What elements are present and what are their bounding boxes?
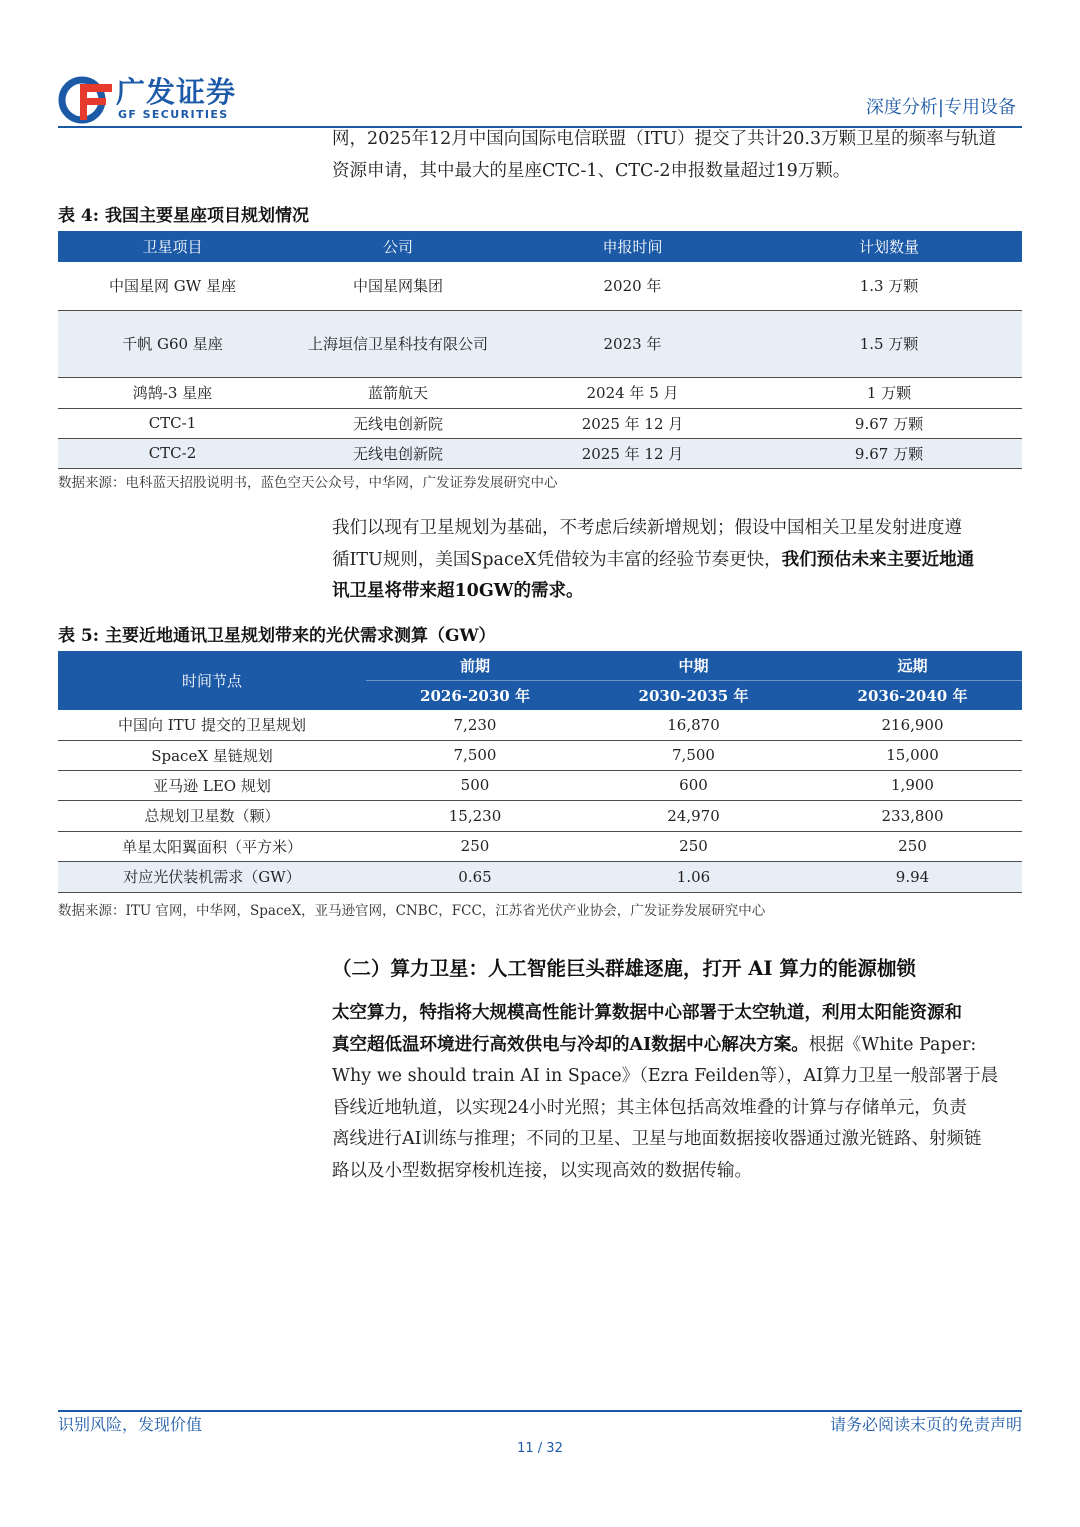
table-cell: 24,970 [584, 800, 803, 831]
table-cell: 1.06 [584, 861, 803, 892]
table-5-group-late: 远期 [803, 651, 1022, 681]
table-cell: 2025 年 12 月 [509, 408, 756, 438]
table-cell: 1 万颗 [756, 377, 1022, 408]
gf-securities-logo [58, 74, 288, 126]
table-cell: 250 [803, 831, 1022, 861]
table-cell: 蓝箭航天 [287, 377, 509, 408]
table-5-period-3: 2036-2040 年 [803, 681, 1022, 711]
table-row [58, 800, 1022, 831]
final-line-3: Why we should train AI in Space》（Ezra Feilden等），AI算力卫星一般部署于晨 [332, 1066, 999, 1086]
table-5 [58, 651, 1022, 893]
table-5-period-2: 2030-2035 年 [584, 681, 803, 711]
footer-slogan: 识别风险，发现价值 [58, 1415, 203, 1434]
table-5-caption: 表 5: 主要近地通讯卫星规划带来的光伏需求测算（GW） [58, 626, 496, 646]
final-line-4: 昏线近地轨道，以实现24小时光照；其主体包括高效堆叠的计算与存储单元，负责 [332, 1097, 967, 1118]
table-4-header-project: 卫星项目 [58, 231, 287, 262]
mid-paragraph [332, 513, 1022, 608]
footer-divider [58, 1410, 1022, 1412]
table-row [58, 831, 1022, 861]
table-cell: CTC-1 [58, 408, 287, 438]
table-cell: 无线电创新院 [287, 438, 509, 468]
section-2-title: （二）算力卫星：人工智能巨头群雄逐鹿，打开 AI 算力的能源枷锁 [332, 957, 916, 980]
final-line-1 [332, 998, 1022, 1030]
table-row [58, 310, 1022, 377]
table-row [58, 740, 1022, 770]
final-line-2-plain: 根据《White Paper: [808, 1034, 977, 1055]
table-row [58, 408, 1022, 438]
footer-disclaimer-notice: 请务必阅读末页的免责声明 [829, 1415, 1022, 1434]
final-line-6: 路以及小型数据穿梭机连接，以实现高效的数据传输。 [332, 1160, 752, 1181]
table-row [58, 861, 1022, 892]
table-cell: 单星太阳翼面积（平方米） [58, 831, 366, 861]
table-5-group-mid: 中期 [584, 651, 803, 681]
page-header [58, 74, 1022, 130]
table-4-caption: 表 4: 我国主要星座项目规划情况 [58, 206, 309, 226]
table-cell: 2023 年 [509, 310, 756, 377]
table-cell: 7,230 [366, 710, 584, 740]
table-cell: 15,230 [366, 800, 584, 831]
table-cell: 对应光伏装机需求（GW） [58, 861, 366, 892]
table-4-header-date: 申报时间 [509, 231, 756, 262]
table-4-header-quantity: 计划数量 [756, 231, 1022, 262]
table-cell: 2025 年 12 月 [509, 438, 756, 468]
final-line-2-bold: 真空超低温环境进行高效供电与冷却的AI数据中心解决方案。 [332, 1034, 809, 1055]
table-5-source: 数据来源：ITU 官网，中华网，SpaceX，亚马逊官网，CNBC，FCC，江苏省光伏产业协会，广发证券发展研究中心 [58, 903, 766, 919]
table-cell: 中国星网集团 [287, 262, 509, 310]
table-cell: 千帆 G60 星座 [58, 310, 287, 377]
table-4 [58, 231, 1022, 469]
final-line-1-bold: 太空算力，特指将大规模高性能计算数据中心部署于太空轨道，利用太阳能资源和 [332, 1003, 962, 1023]
table-row [58, 710, 1022, 740]
table-cell: 中国星网 GW 星座 [58, 262, 287, 310]
table-cell: 鸿鹄-3 星座 [58, 377, 287, 408]
table-cell: 总规划卫星数（颗） [58, 800, 366, 831]
mid-line-2 [332, 545, 1022, 577]
table-cell: 16,870 [584, 710, 803, 740]
table-cell: 无线电创新院 [287, 408, 509, 438]
mid-line-3 [332, 576, 1022, 608]
table-cell: 9.67 万颗 [756, 408, 1022, 438]
table-cell: 7,500 [366, 740, 584, 770]
table-cell: CTC-2 [58, 438, 287, 468]
table-4-header-company: 公司 [287, 231, 509, 262]
table-5-period-1: 2026-2030 年 [366, 681, 584, 711]
table-cell: 216,900 [803, 710, 1022, 740]
intro-line-1: 网，2025年12月中国向国际电信联盟（ITU）提交了共计20.3万颗卫星的频率与轨道 [332, 129, 997, 149]
table-cell: 1.3 万颗 [756, 262, 1022, 310]
table-cell: 2020 年 [509, 262, 756, 310]
table-cell: 250 [584, 831, 803, 861]
mid-line-3-bold: 讯卫星将带来超10GW的需求。 [332, 581, 584, 601]
table-row [58, 770, 1022, 800]
gf-logo-mark-icon [58, 76, 112, 124]
table-cell: 15,000 [803, 740, 1022, 770]
intro-line-2: 资源申请，其中最大的星座CTC-1、CTC-2申报数量超过19万颗。 [332, 160, 851, 181]
report-category: 深度分析|专用设备 [865, 97, 1016, 118]
table-cell: 0.65 [366, 861, 584, 892]
page-number: 11 / 32 [517, 1441, 563, 1456]
table-5-group-early: 前期 [366, 651, 584, 681]
final-paragraph [332, 998, 1022, 1187]
table-cell: 2024 年 5 月 [509, 377, 756, 408]
logo-text-cn: 广发证券 [116, 75, 237, 109]
table-4-source: 数据来源：电科蓝天招股说明书，蓝色空天公众号，中华网，广发证券发展研究中心 [58, 475, 558, 491]
table-cell: 233,800 [803, 800, 1022, 831]
table-cell: 7,500 [584, 740, 803, 770]
table-cell: 1,900 [803, 770, 1022, 800]
table-cell: SpaceX 星链规划 [58, 740, 366, 770]
mid-line-2-bold: 我们预估未来主要近地通 [781, 549, 975, 570]
table-cell: 上海垣信卫星科技有限公司 [287, 310, 509, 377]
table-cell: 9.94 [803, 861, 1022, 892]
final-line-5: 离线进行AI训练与推理；不同的卫星、卫星与地面数据接收器通过激光链路、射频链 [332, 1129, 982, 1149]
table-row [58, 438, 1022, 468]
table-5-header-time-node: 时间节点 [58, 651, 366, 710]
mid-line-1: 我们以现有卫星规划为基础，不考虑后续新增规划；假设中国相关卫星发射进度遵 [332, 518, 962, 538]
table-cell: 500 [366, 770, 584, 800]
table-row [58, 262, 1022, 310]
logo-text-en: GF SECURITIES [118, 108, 229, 121]
table-cell: 600 [584, 770, 803, 800]
intro-paragraph [332, 124, 1022, 187]
table-cell: 250 [366, 831, 584, 861]
mid-line-2-plain: 循ITU规则，美国SpaceX凭借较为丰富的经验节奏更快， [332, 549, 782, 570]
table-cell: 中国向 ITU 提交的卫星规划 [58, 710, 366, 740]
table-cell: 亚马逊 LEO 规划 [58, 770, 366, 800]
table-row [58, 377, 1022, 408]
final-line-2 [332, 1030, 1022, 1062]
table-cell: 9.67 万颗 [756, 438, 1022, 468]
table-cell: 1.5 万颗 [756, 310, 1022, 377]
